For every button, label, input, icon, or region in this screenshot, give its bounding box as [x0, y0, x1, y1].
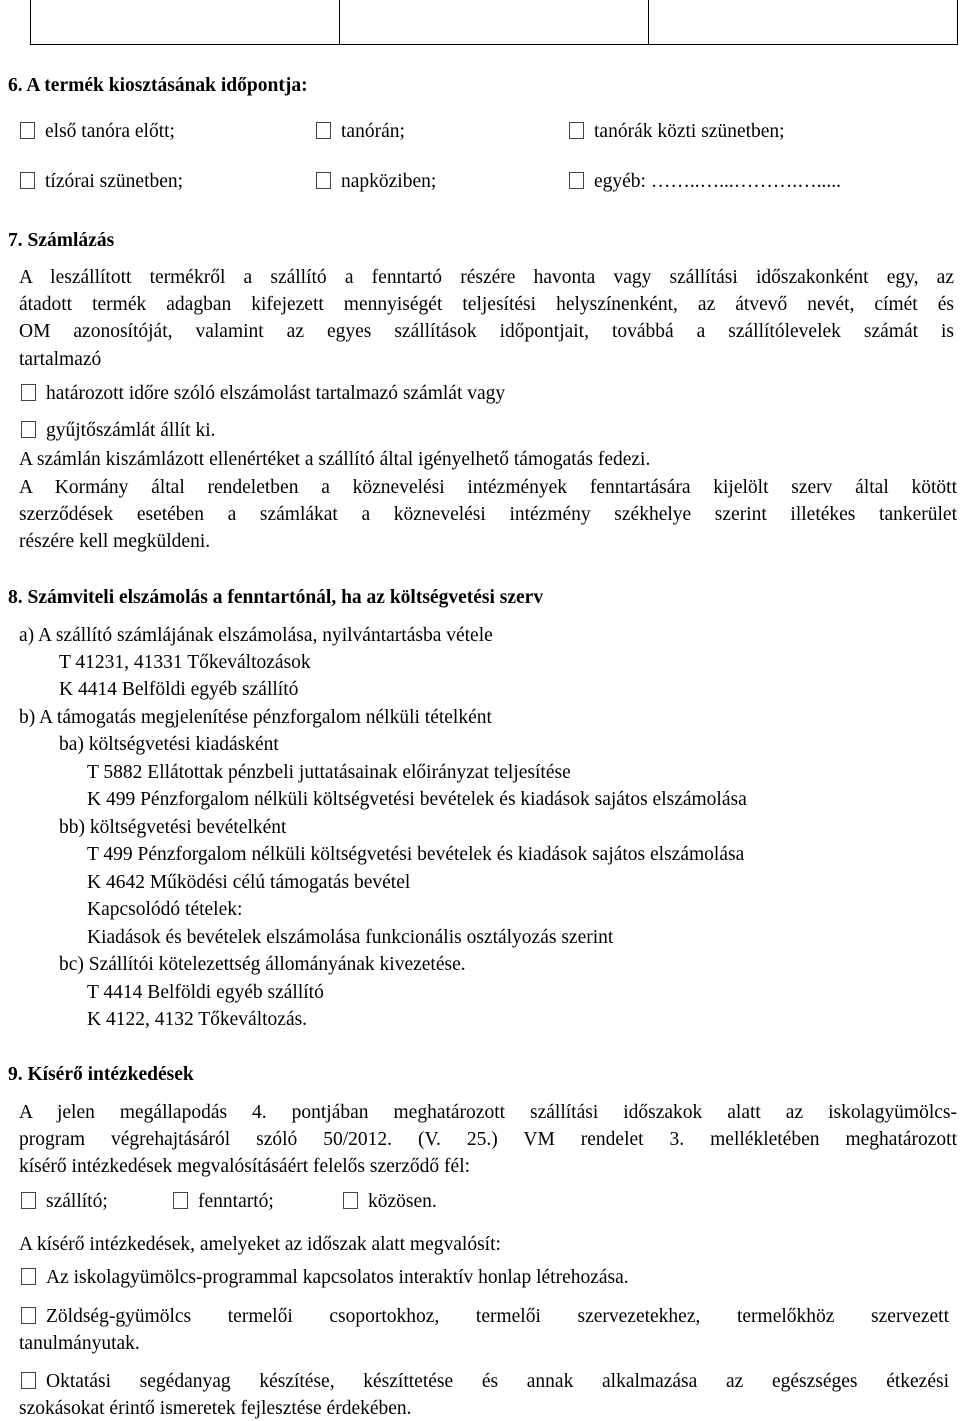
- checkbox-icon[interactable]: [21, 1268, 36, 1285]
- option-first-lesson[interactable]: első tanóra előtt;: [20, 120, 175, 144]
- section-9-title: 9. Kísérő intézkedések: [8, 1064, 194, 1085]
- paragraph-line: A leszállított termékről a szállító a fenntartó részére havonta vagy szállítási időszakonként egy, az: [19, 267, 954, 288]
- paragraph-line: tanulmányutak.: [19, 1333, 140, 1354]
- header-table-cell: [31, 0, 339, 44]
- header-table: [30, 0, 958, 45]
- checkbox-icon[interactable]: [21, 421, 36, 438]
- accounting-line: Kiadások és bevételek elszámolása funkcionális osztályozás szerint: [87, 927, 614, 948]
- paragraph-line: A jelen megállapodás 4. pontjában meghatározott szállítási időszakok alatt az iskolagyümölcs-: [19, 1102, 957, 1123]
- accounting-line: b) A támogatás megjelenítése pénzforgalom nélküli tételként: [19, 707, 492, 728]
- accounting-line: bb) költségvetési bevételként: [59, 817, 287, 838]
- checkbox-icon[interactable]: [569, 172, 584, 189]
- paragraph-line: program végrehajtásáról szóló 50/2012. (V. 25.) VM rendelet 3. mellékletében meghatározott: [19, 1129, 957, 1150]
- accounting-line: T 499 Pénzforgalom nélküli költségvetési bevételek és kiadások sajátos elszámolása: [87, 844, 745, 865]
- option-fixed-period-invoice[interactable]: határozott időre szóló elszámolást tartalmazó számlát vagy: [21, 382, 505, 406]
- measure-website[interactable]: Az iskolagyümölcs-programmal kapcsolatos interaktív honlap létrehozása.: [21, 1266, 629, 1290]
- section-7-title: 7. Számlázás: [8, 230, 115, 251]
- header-table-cell: [648, 0, 957, 44]
- accounting-line: bc) Szállítói kötelezettség állományának kivezetése.: [59, 954, 466, 975]
- paragraph-line: szerződések esetében a számlákat a köznevelési intézmény székhelye szerint illetékes tankerület: [19, 504, 957, 525]
- accounting-line: T 41231, 41331 Tőkeváltozások: [59, 652, 311, 673]
- paragraph-line: szokásokat érintő ismeretek fejlesztése érdekében.: [19, 1398, 412, 1419]
- checkbox-icon[interactable]: [21, 1372, 36, 1389]
- option-snack-break[interactable]: tízórai szünetben;: [20, 170, 183, 194]
- paragraph-line: A Kormány által rendeletben a köznevelési intézmények fenntartására kijelölt szerv által kötött: [19, 477, 957, 498]
- paragraph-line: kísérő intézkedések megvalósításáért felelős szerződő fél:: [19, 1156, 471, 1177]
- paragraph-line: A kísérő intézkedések, amelyeket az időszak alatt megvalósít:: [19, 1234, 501, 1255]
- measure-study-trips[interactable]: Zöldség-gyümölcs termelői csoportokhoz, termelői szervezetekhez, termelőkhöz szervezett: [21, 1305, 949, 1329]
- checkbox-icon[interactable]: [343, 1192, 358, 1209]
- checkbox-icon[interactable]: [21, 1307, 36, 1324]
- paragraph-line: átadott termék adagban kifejezett mennyiségét teljesítési helyszínenként, az átvevő nevét, címét és: [19, 294, 954, 315]
- option-collective-invoice[interactable]: gyűjtőszámlát állít ki.: [21, 419, 216, 443]
- checkbox-icon[interactable]: [316, 122, 331, 139]
- section-6-title: 6. A termék kiosztásának időpontja:: [8, 75, 308, 96]
- option-during-lesson[interactable]: tanórán;: [316, 120, 405, 144]
- option-daycare[interactable]: napköziben;: [316, 170, 436, 194]
- header-table-cell: [339, 0, 648, 44]
- checkbox-icon[interactable]: [20, 122, 35, 139]
- measure-teaching-materials[interactable]: Oktatási segédanyag készítése, készíttetése és annak alkalmazása az egészséges étkezési: [21, 1370, 949, 1394]
- accounting-line: a) A szállító számlájának elszámolása, nyilvántartásba vétele: [19, 625, 493, 646]
- checkbox-icon[interactable]: [21, 384, 36, 401]
- option-other[interactable]: egyéb: ……..…...……….….....: [569, 170, 841, 194]
- paragraph-line: részére kell megküldeni.: [19, 531, 211, 552]
- checkbox-icon[interactable]: [173, 1192, 188, 1209]
- paragraph-line: tartalmazó: [19, 349, 102, 370]
- paragraph-line: A számlán kiszámlázott ellenértéket a szállító által igényelhető támogatás fedezi.: [19, 449, 651, 470]
- accounting-line: K 499 Pénzforgalom nélküli költségvetési bevételek és kiadások sajátos elszámolása: [87, 789, 747, 810]
- accounting-line: ba) költségvetési kiadásként: [59, 734, 279, 755]
- accounting-line: T 5882 Ellátottak pénzbeli juttatásainak előirányzat teljesítése: [87, 762, 571, 783]
- option-jointly[interactable]: közösen.: [343, 1190, 437, 1214]
- checkbox-icon[interactable]: [21, 1192, 36, 1209]
- option-supplier[interactable]: szállító;: [21, 1190, 108, 1214]
- option-between-lessons[interactable]: tanórák közti szünetben;: [569, 120, 785, 144]
- accounting-line: Kapcsolódó tételek:: [87, 899, 243, 920]
- checkbox-icon[interactable]: [569, 122, 584, 139]
- accounting-line: K 4642 Működési célú támogatás bevétel: [87, 872, 411, 893]
- paragraph-line: OM azonosítóját, valamint az egyes szállítások időpontjait, továbbá a szállítólevelek számát is: [19, 321, 954, 342]
- checkbox-icon[interactable]: [20, 172, 35, 189]
- checkbox-icon[interactable]: [316, 172, 331, 189]
- option-maintainer[interactable]: fenntartó;: [173, 1190, 274, 1214]
- accounting-line: K 4122, 4132 Tőkeváltozás.: [87, 1009, 308, 1030]
- accounting-line: K 4414 Belföldi egyéb szállító: [59, 679, 299, 700]
- accounting-line: T 4414 Belföldi egyéb szállító: [87, 982, 324, 1003]
- section-8-title: 8. Számviteli elszámolás a fenntartónál, ha az költségvetési szerv: [8, 587, 544, 608]
